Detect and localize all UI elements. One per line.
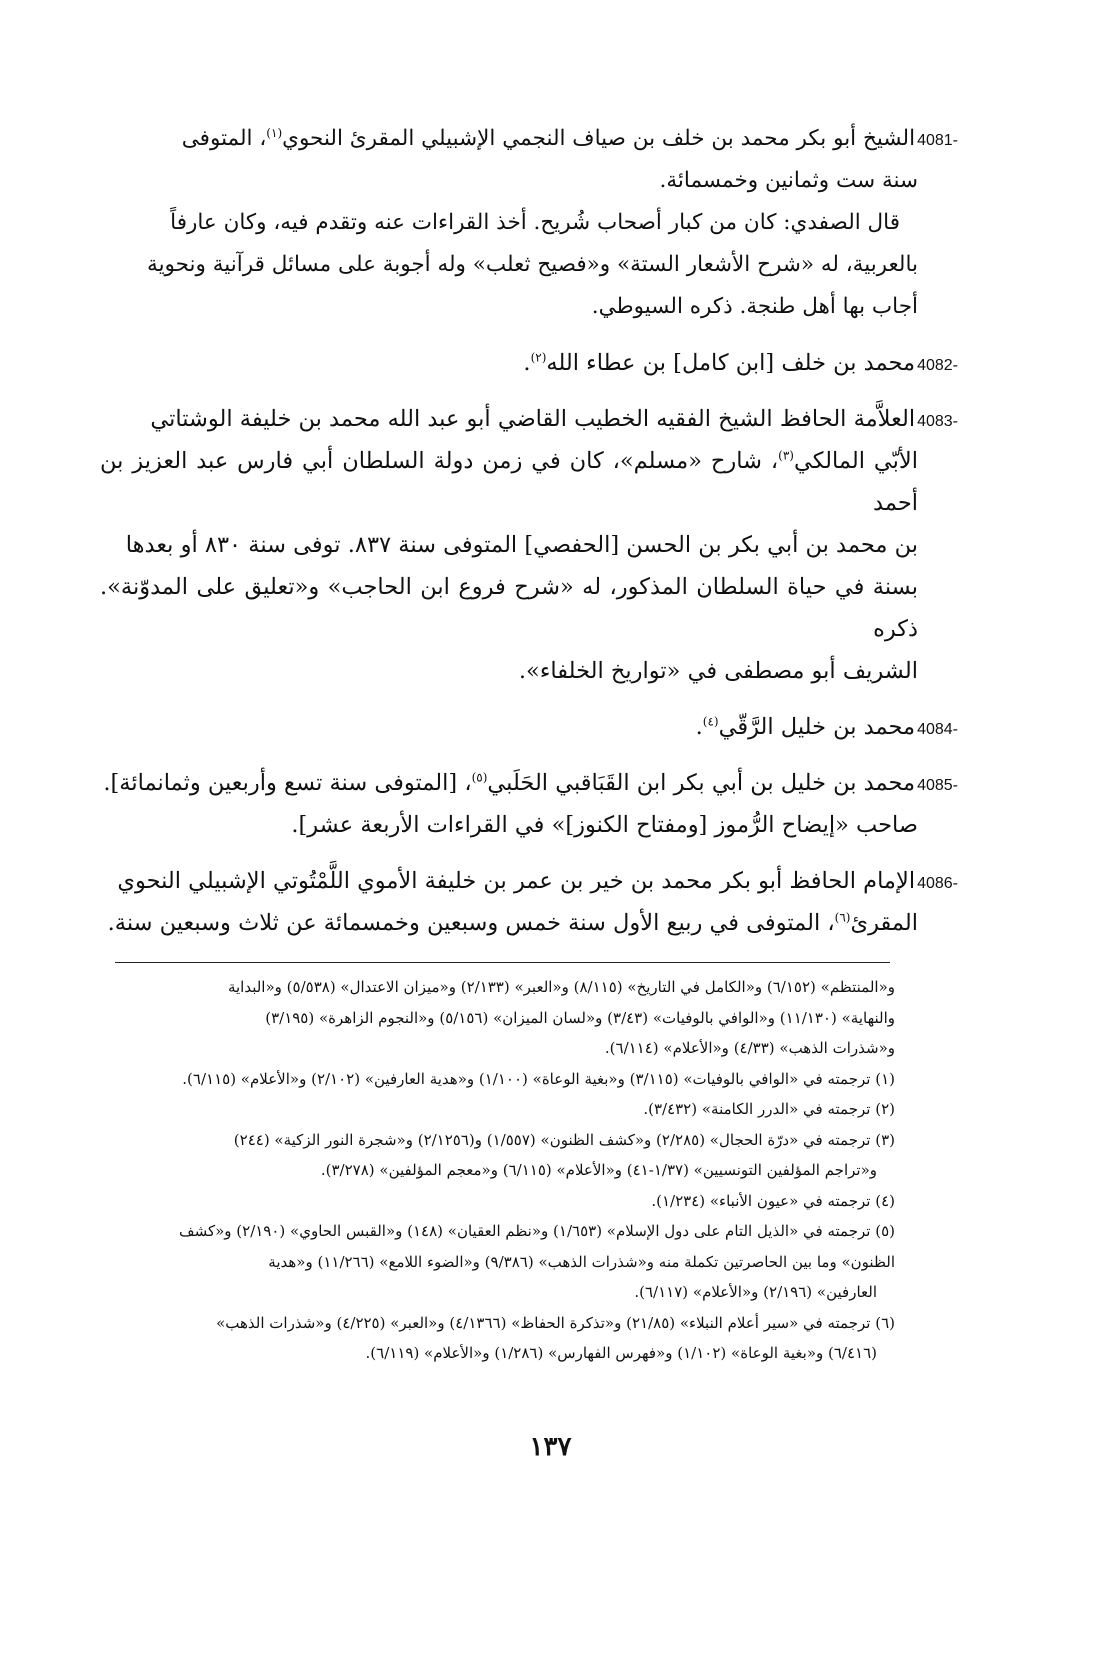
entry-4081 <box>100 118 958 328</box>
entry-text: بالعربية، له «شرح الأشعار الستة» و«فصيح ثعلب» وله أجوبة على مسائل قرآنية ونحوية <box>147 252 918 277</box>
page-number: ١٣٧ <box>529 1432 572 1462</box>
footnote-5-cont: العارفين» (٢/١٩٦) و«الأعلام» (٦/١١٧). <box>634 1283 877 1301</box>
entry-number: 4084- <box>917 721 958 738</box>
footnote-divider <box>115 962 890 963</box>
entry-4086 <box>100 860 958 944</box>
entry-text: الشيخ أبو بكر محمد بن خلف بن صياف النجمي الإشبيلي المقرئ النحوي <box>282 126 916 151</box>
footnote-6-cont: (٦/٤١٦) و«بغية الوعاة» (١/١٠٢) و«فهرس الفهارس» (١/٢٨٦) و«الأعلام» (٦/١١٩). <box>365 1344 877 1362</box>
entry-text: أجاب بها أهل طنجة. ذكره السيوطي. <box>591 294 918 319</box>
footnote-ref[interactable]: (٦) <box>834 910 851 925</box>
footnote-carryover-line: و«المنتظم» (٦/١٥٢) و«الكامل في التاريخ» (٨/١١٥) و«العبر» (٢/١٣٣) و«ميزان الاعتدال» (٥/٥٣٨) و«البداية <box>227 978 895 996</box>
entry-4084 <box>100 706 958 748</box>
entry-text: ، المتوفى في ربيع الأول سنة خمس وسبعين وخمسمائة عن ثلاث وسبعين سنة. <box>107 910 835 936</box>
footnote-2: (٢) ترجمته في «الدرر الكامنة» (٣/٤٣٢). <box>643 1100 895 1118</box>
entry-text: الشريف أبو مصطفى في «تواريخ الخلفاء». <box>518 658 918 684</box>
footnote-carryover-line: والنهاية» (١١/١٣٠) و«الوافي بالوفيات» (٣/٤٣) و«لسان الميزان» (٥/١٥٦) و«النجوم الزاهرة» (٣/١٩٥) <box>265 1008 895 1027</box>
footnote-4: (٤) ترجمته في «عيون الأنباء» (١/٢٣٤). <box>651 1191 895 1210</box>
footnote-3: (٣) ترجمته في «درّة الحجال» (٢/٢٨٥) و«كشف الظنون» (١/٥٥٧) و(٢/١٢٥٦) و«شجرة النور الزكية» (٢٤٤) <box>233 1130 895 1149</box>
entry-text: العلاَّمة الحافظ الشيخ الفقيه الخطيب القاضي أبو عبد الله محمد بن خليفة الوشتاتي <box>150 406 916 432</box>
footnote-ref[interactable]: (١) <box>266 125 283 140</box>
footnote-5-cont: الظنون» وما بين الحاصرتين تكملة منه و«شذرات الذهب» (٩/٣٨٦) و«الضوء اللامع» (١١/٢٦٦) و«هدية <box>268 1252 895 1271</box>
entry-text: ، شارح «مسلم»، كان في زمن دولة السلطان أبي فارس عبد العزيز بن أحمد <box>100 448 918 516</box>
entry-text: . <box>523 350 531 376</box>
entry-text: سنة ست وثمانين وخمسمائة. <box>659 168 918 193</box>
main-text-column <box>100 118 958 958</box>
entry-text: . <box>695 714 703 740</box>
footnote-ref[interactable]: (٥) <box>471 770 488 785</box>
entry-text: محمد بن خليل بن أبي بكر ابن القَبَاقبي الحَلَبي <box>487 770 916 796</box>
entry-4085 <box>100 762 958 846</box>
entry-number: 4081- <box>917 132 958 149</box>
footnote-carryover-line: و«شذرات الذهب» (٤/٣٣) و«الأعلام» (٦/١١٤). <box>604 1039 895 1057</box>
footnote-ref[interactable]: (٤) <box>702 714 719 729</box>
entry-number: 4082- <box>917 357 958 374</box>
footnote-ref[interactable]: (٣) <box>778 448 794 463</box>
footnote-5: (٥) ترجمته في «الذيل التام على دول الإسلام» (١/٦٥٣) و«نظم العقيان» (١٤٨) و«القبس الحاوي» (٢/١٩٠) و«كشف <box>179 1222 895 1240</box>
entry-text: الإمام الحافظ أبو بكر محمد بن خير بن عمر بن خليفة الأموي اللَّمْتُوتي الإشبيلي النحوي <box>117 868 916 894</box>
footnote-6: (٦) ترجمته في «سير أعلام النبلاء» (٢١/٨٥) و«تذكرة الحفاظ» (٤/١٣٦٦) و«العبر» (٤/٢٢٥) و«شذرات الذهب» <box>216 1313 895 1332</box>
footnote-1: (١) ترجمته في «الوافي بالوفيات» (٣/١١٥) و«بغية الوعاة» (١/١٠٠) و«هدية العارفين» (٢/١٠٢) و«الأعلام» (٦/١١٥). <box>182 1069 895 1088</box>
entry-number: 4083- <box>917 413 958 430</box>
entry-text: ، [المتوفى سنة تسع وأربعين وثمانمائة]. <box>103 770 472 796</box>
entry-text: بن محمد بن أبي بكر بن الحسن [الحفصي] المتوفى سنة ٨٣٧. توفى سنة ٨٣٠ أو بعدها <box>125 532 918 558</box>
entry-4082 <box>100 342 958 384</box>
entry-text: صاحب «إيضاح الرُّموز [ومفتاح الكنوز]» في القراءات الأربعة عشر]. <box>291 812 918 838</box>
entry-4083 <box>100 398 958 692</box>
entry-text: محمد بن خليل الرَّقّي <box>718 714 916 740</box>
footnote-3-cont: و«تراجم المؤلفين التونسيين» (١/٣٧-٤١) و«الأعلام» (٦/١١٥) و«معجم المؤلفين» (٣/٢٧٨). <box>320 1161 877 1179</box>
entry-text: قال الصفدي: كان من كبار أصحاب شُريح. أخذ القراءات عنه وتقدم فيه، وكان عارفاً <box>170 210 900 235</box>
footnotes-section <box>110 972 895 1369</box>
entry-text: المقرئ <box>850 910 918 936</box>
entry-number: 4085- <box>917 777 958 794</box>
footnote-ref[interactable]: (٢) <box>530 350 547 365</box>
entry-text: الأبّي المالكي <box>793 448 918 474</box>
entry-text: محمد بن خلف [ابن كامل] بن عطاء الله <box>546 350 916 376</box>
entry-number: 4086- <box>917 875 958 892</box>
entry-text: بسنة في حياة السلطان المذكور، له «شرح فروع ابن الحاجب» و«تعليق على المدوّنة». ذكره <box>100 574 918 642</box>
entry-text: ، المتوفى <box>181 126 267 151</box>
